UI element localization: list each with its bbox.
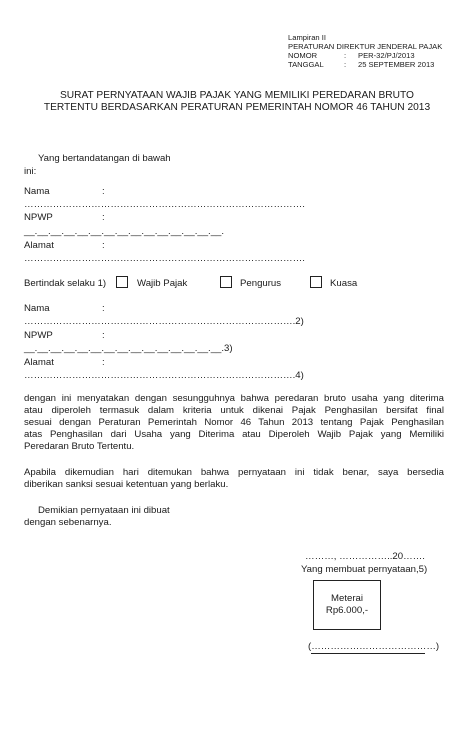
tanggal-sep: : <box>344 60 347 69</box>
nama-sep: : <box>102 186 105 197</box>
nama-field[interactable]: ……………………………………………………………………………. <box>24 199 305 210</box>
tanggal-key: TANGGAL <box>288 60 324 69</box>
lampiran-regulation: PERATURAN DIREKTUR JENDERAL PAJAK <box>288 42 443 51</box>
statement-line-2: atau diperoleh termasuk dalam kriteria untuk dikenai Pajak Penghasilan bersifat final <box>24 405 444 416</box>
pengurus-checkbox[interactable] <box>220 276 232 288</box>
lampiran-nomor-row <box>288 51 442 60</box>
closing-line-2: dengan sebenarnya. <box>24 517 112 528</box>
alamat2-sep: : <box>102 357 105 368</box>
npwp2-label: NPWP <box>24 330 53 341</box>
nama-label: Nama <box>24 186 50 197</box>
npwp-sep: : <box>102 212 105 223</box>
nomor-value: PER-32/PJ/2013 <box>358 51 415 60</box>
alamat2-field[interactable]: ………………………………………………………………………….4) <box>24 370 304 381</box>
signature-name-field[interactable]: (…………………………………) <box>308 641 440 652</box>
statement-line-1: dengan ini menyatakan dengan sesungguhnya bahwa peredaran bruto usaha yang diterima <box>24 393 444 404</box>
stamp-line-1: Meterai <box>331 593 363 604</box>
tanggal-value: 25 SEPTEMBER 2013 <box>358 60 435 69</box>
alamat2-label: Alamat <box>24 357 54 368</box>
closing-line-1: Demikian pernyataan ini dibuat <box>38 505 170 516</box>
wajib-pajak-label: Wajib Pajak <box>137 278 188 289</box>
nomor-key: NOMOR <box>288 51 318 60</box>
nama2-label: Nama <box>24 303 50 314</box>
npwp2-field[interactable]: __.__.__.__.__.__.__.__.__.__.__.__.__.__.__.3) <box>24 343 233 354</box>
nama2-field[interactable]: ………………………………………………………………………….2) <box>24 316 304 327</box>
npwp2-sep: : <box>102 330 105 341</box>
signature-underline <box>311 653 425 654</box>
bertindak-label: Bertindak selaku 1) <box>24 278 107 289</box>
kuasa-label: Kuasa <box>330 278 358 289</box>
npwp-label: NPWP <box>24 212 53 223</box>
title-line-2: TERTENTU BERDASARKAN PERATURAN PEMERINTAH NOMOR 46 TAHUN 2013 <box>43 102 431 113</box>
stamp-line-2: Rp6.000,- <box>325 605 369 616</box>
statement-line-4: atas Penghasilan dari Usaha yang Diterima atau Diperoleh Wajib Pajak yang Memiliki <box>24 429 444 440</box>
statement-line-3: sesuai dengan Peraturan Pemerintah Nomor 46 Tahun 2013 tentang Pajak Penghasilan <box>24 417 444 428</box>
maker-label: Yang membuat pernyataan,5) <box>301 564 428 575</box>
wajib-pajak-checkbox[interactable] <box>116 276 128 288</box>
lampiran-block <box>288 33 442 69</box>
lampiran-label: Lampiran II <box>288 33 326 42</box>
alamat-label: Alamat <box>24 240 54 251</box>
sanction-paragraph <box>24 467 444 491</box>
intro-line-2: ini: <box>24 166 37 177</box>
title-line-1: SURAT PERNYATAAN WAJIB PAJAK YANG MEMILIKI PEREDARAN BRUTO <box>60 90 414 101</box>
nama2-sep: : <box>102 303 105 314</box>
sanction-line-1: Apabila dikemudian hari ditemukan bahwa pernyataan ini tidak benar, saya bersedia <box>24 467 444 478</box>
nomor-sep: : <box>344 51 347 60</box>
place-date-field[interactable]: ………, ……………..20……. <box>305 551 425 562</box>
alamat-sep: : <box>102 240 105 251</box>
pengurus-label: Pengurus <box>240 278 282 289</box>
statement-paragraph <box>24 393 444 453</box>
npwp-field[interactable]: __.__.__.__.__.__.__.__.__.__.__.__.__.__.__. <box>24 226 225 237</box>
intro-line-1: Yang bertandatangan di bawah <box>38 153 171 164</box>
alamat-field[interactable]: ……………………………………………………………………………. <box>24 253 305 264</box>
lampiran-tanggal-row <box>288 60 442 69</box>
kuasa-checkbox[interactable] <box>310 276 322 288</box>
sanction-line-2: diberikan sanksi sesuai ketentuan yang berlaku. <box>24 479 229 490</box>
statement-line-5: Peredaran Bruto Tertentu. <box>24 441 135 452</box>
meterai-stamp-box <box>313 580 381 630</box>
document-title <box>0 90 474 114</box>
